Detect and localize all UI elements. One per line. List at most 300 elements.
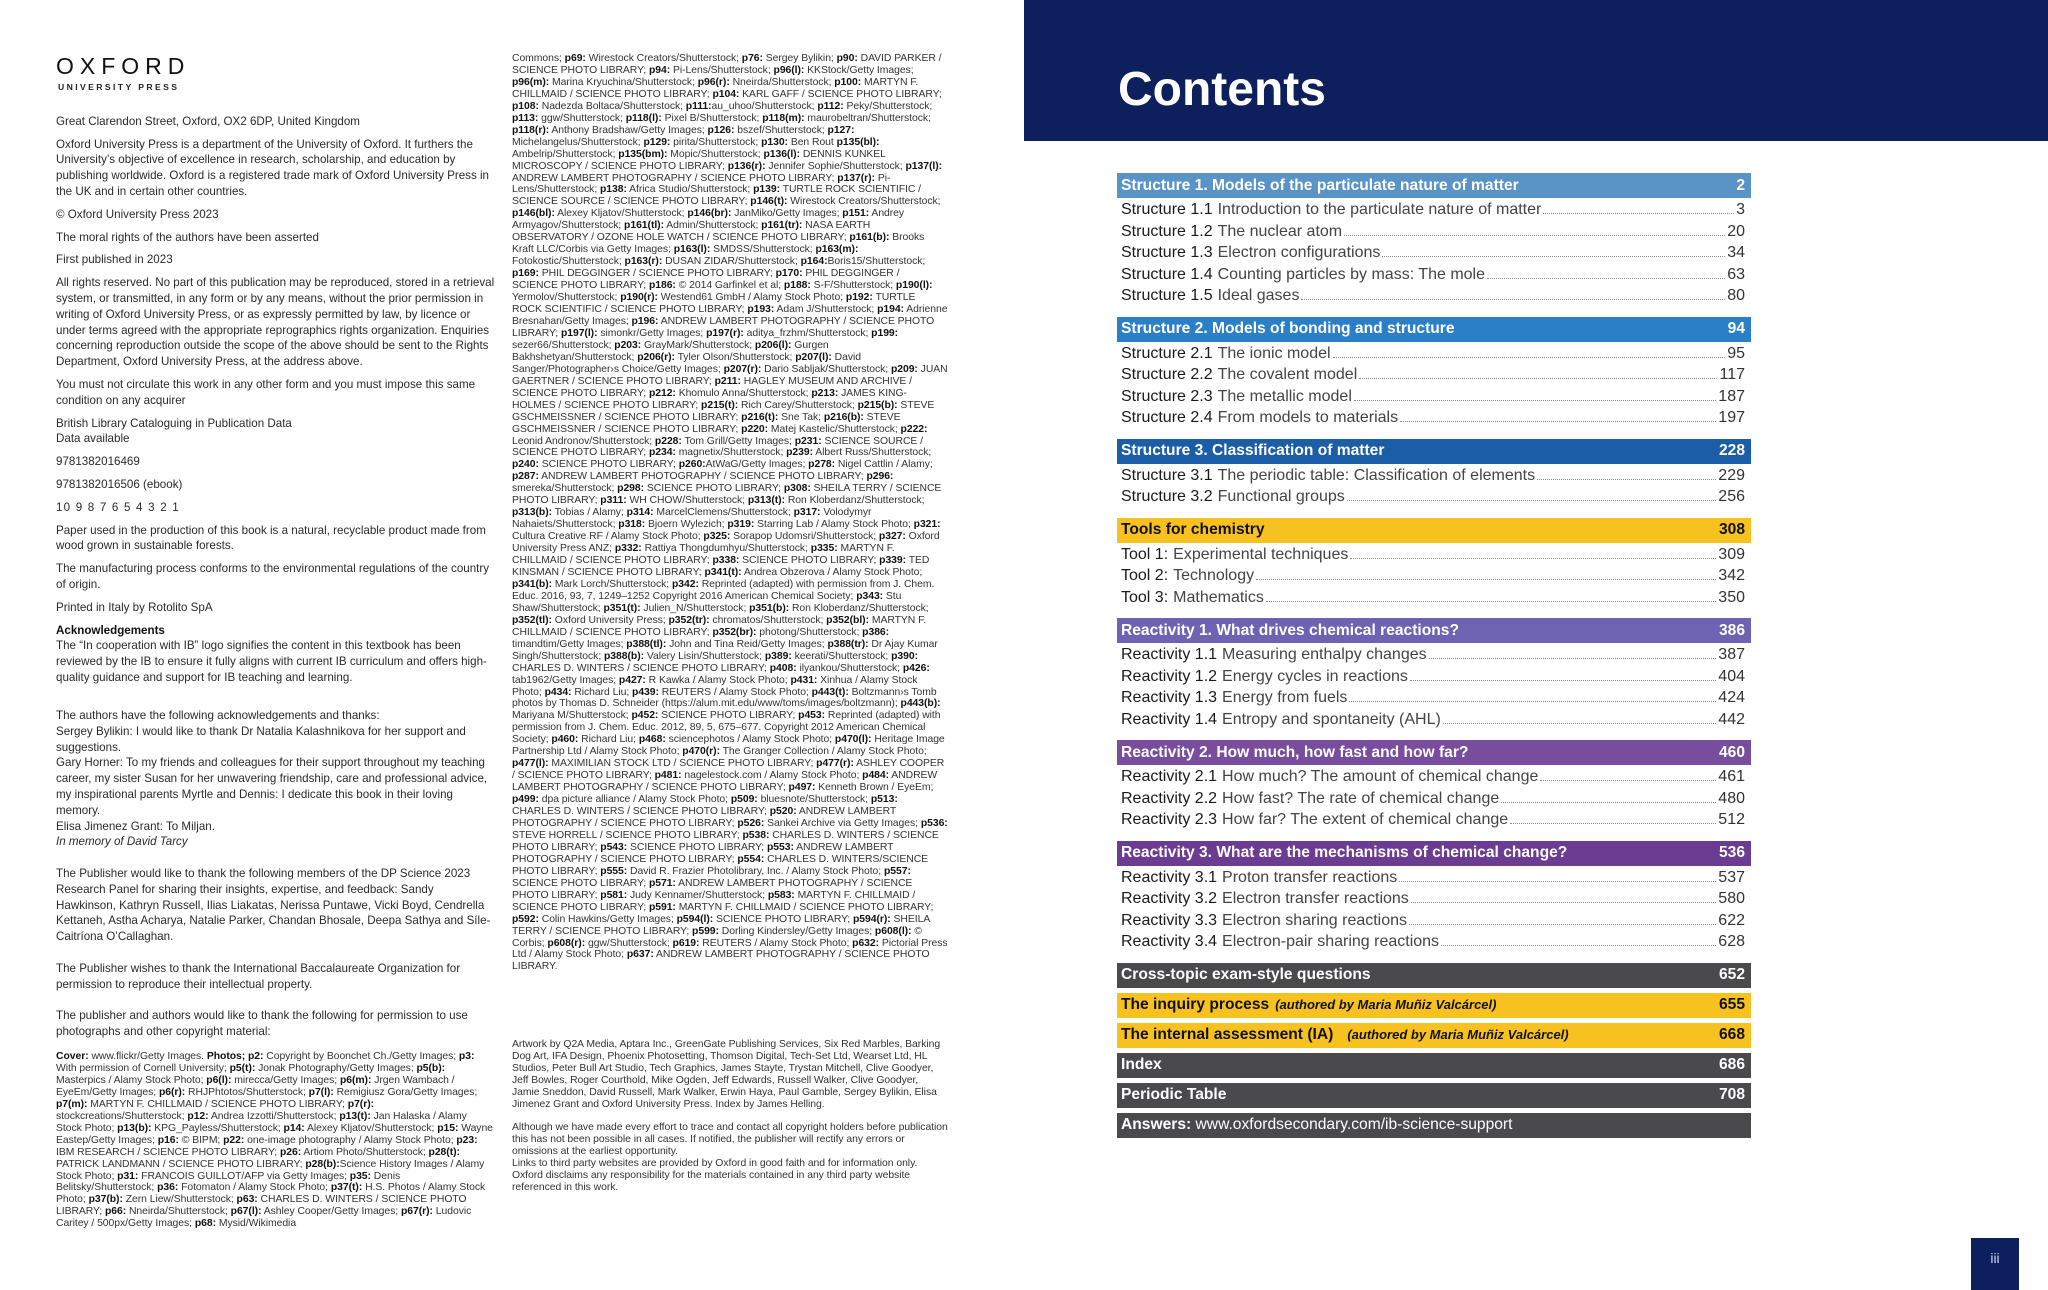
credit-page-label: p342: (671, 578, 699, 590)
credit-page-label: p67(l): (230, 1206, 262, 1218)
credit-page-label: p196: (631, 315, 659, 327)
credit-entry (784, 280, 896, 291)
credit-page-label: p526: (737, 818, 765, 829)
credit-entry (786, 447, 931, 458)
toc-back-matter[interactable] (1117, 1083, 1751, 1108)
toc-back-matter-title-wrap (1121, 1056, 1162, 1074)
credit-page-label: p90: (836, 53, 858, 64)
credit-entry (56, 1051, 207, 1062)
toc-entry-page: 350 (1718, 588, 1745, 606)
toc-entry-title: Technology (1173, 567, 1255, 584)
toc-entry[interactable] (1117, 201, 1751, 223)
credit-page-label: p197(l): (560, 327, 598, 339)
credit-source: Adrienne Bresnahan/Getty Images; (512, 304, 948, 327)
credit-source: Matej Kastelic/Shutterstock; (768, 423, 901, 435)
toc-entry-number: Reactivity 2.2 (1121, 789, 1218, 807)
credit-source: ANDREW LAMBERT PHOTOGRAPHY / SCIENCE PHOTO LIBRARY. (512, 949, 930, 973)
credit-page-label: p22: (223, 1134, 245, 1146)
credit-page-label: p209: (890, 363, 918, 375)
credit-source: MAXIMILIAN STOCK LTD / SCIENCE PHOTO LIBRARY; (548, 758, 817, 770)
toc-entry-page: 95 (1727, 344, 1745, 362)
toc-unit (1117, 618, 1751, 732)
credit-source: CHARLES D. WINTERS/SCIENCE PHOTO LIBRARY; (512, 853, 929, 877)
toc-entry-page: 229 (1718, 466, 1745, 484)
toc-back-matter[interactable] (1117, 1053, 1751, 1078)
author-thanks-intro: The authors have the following acknowledgements and thanks: (56, 709, 380, 722)
dot-leader (1301, 299, 1725, 300)
credit-source: ANDREW LAMBERT PHOTOGRAPHY / SCIENCE PHOTO LIBRARY; (538, 471, 867, 483)
credit-page-label: p207(l): (795, 351, 832, 363)
credit-page-label: p130: (761, 136, 788, 148)
credit-page-label: p215(b): (857, 399, 898, 411)
toc-unit (1117, 518, 1751, 611)
credit-page-label: p594(r): (852, 913, 891, 925)
dot-leader (1333, 357, 1726, 358)
photo-credits-middle (512, 53, 948, 973)
credit-entry (618, 149, 763, 160)
toc-entry[interactable] (1117, 869, 1751, 891)
credit-entry (89, 1194, 237, 1205)
toc-entry[interactable] (1117, 711, 1751, 733)
credit-source: Admin/Shutterstock; (664, 220, 762, 232)
credit-entry (668, 615, 826, 626)
credit-page-label: p113: (512, 112, 539, 124)
credit-source: CHARLES D. WINTERS / SCIENCE PHOTO LIBRARY; (56, 1194, 467, 1218)
credit-source: With permission of Cornell University; (56, 1062, 230, 1074)
credit-page-label: p111: (685, 100, 712, 112)
credit-page-label: p317: (793, 507, 821, 519)
credit-entry (637, 352, 795, 363)
toc-entry-page: 187 (1718, 387, 1745, 405)
credit-entry (512, 459, 679, 470)
credit-entry (512, 794, 731, 805)
credit-entry (649, 447, 786, 458)
toc-entry[interactable] (1117, 890, 1751, 912)
toc-unit-heading[interactable] (1117, 740, 1751, 765)
credit-source: FRANCOIS GUILLOT/AFP via Getty Images; (138, 1170, 350, 1182)
toc-entry-title: Introduction to the particulate nature of matter (1217, 201, 1542, 218)
credit-source: DAVID PARKER / SCIENCE PHOTO LIBRARY; (512, 53, 942, 76)
dot-leader (1487, 278, 1725, 279)
credit-entry (626, 639, 827, 650)
toc-back-matter-title: Index (1121, 1056, 1162, 1073)
credit-source: ANDREW LAMBERT PHOTOGRAPHY / SCIENCE PHOTO LIBRARY; (512, 806, 896, 829)
credit-page-label: p298: (617, 483, 645, 495)
credit-source: Stu Shaw/Shutterstock; (512, 590, 902, 614)
toc-entry-page: 20 (1727, 222, 1745, 240)
credit-source: STEVE GSCHMEISSNER / SCIENCE PHOTO LIBRARY; (512, 411, 901, 435)
toc-entry-title: The nuclear atom (1217, 222, 1343, 240)
toc-entry-title: Experimental techniques (1173, 545, 1349, 563)
toc-entry[interactable] (1117, 567, 1751, 589)
toc-entry-number: Tool 1: (1121, 545, 1169, 563)
credit-source: WH CHOW/Shutterstock; (626, 495, 748, 507)
credit-page-label: p427: (618, 674, 646, 686)
dot-leader (1266, 601, 1716, 602)
toc-back-matter-page: 652 (1718, 966, 1745, 983)
toc-entry[interactable] (1117, 546, 1751, 568)
dot-leader (1411, 902, 1717, 903)
credit-entry (512, 615, 668, 626)
credit-page-label: p343: (856, 590, 884, 602)
credit-source: Mariyana M/Shutterstock; (512, 710, 632, 722)
credit-page-label: p352(bl): (826, 614, 870, 626)
credit-entry (614, 340, 755, 351)
toc-back-matter[interactable] (1117, 1023, 1751, 1048)
credit-entry (808, 459, 933, 470)
toc-unit-page: 94 (1727, 320, 1745, 337)
first-published: First published in 2023 (56, 253, 173, 267)
credit-source: Dr Ajay Kumar Singh/Shutterstock; (512, 638, 938, 662)
credit-source: SCIENCE PHOTO LIBRARY; (512, 877, 649, 889)
credit-entry (206, 1075, 340, 1086)
credit-source: SCIENCE PHOTO LIBRARY; (538, 459, 679, 471)
toc-unit (1117, 439, 1751, 510)
credit-source: Julien_N/Shutterstock; (640, 602, 750, 614)
credit-page-label: p127: (827, 124, 855, 136)
toc-entry-number: Structure 3.1 (1121, 466, 1213, 484)
credit-page-label: p28(t): (428, 1146, 460, 1158)
credit-source: Sorapop Udomsri/Shutterstock; (730, 531, 879, 543)
credit-page-label: p96(l): (773, 64, 805, 76)
credit-entry (673, 938, 853, 949)
page-number: iii (1971, 1238, 2019, 1290)
credit-page-label: p216(b): (823, 411, 864, 423)
toc-entry[interactable] (1117, 811, 1751, 833)
credit-source: Sne Tak; (778, 411, 824, 423)
credit-source: Artiom Photo/Shutterstock; (301, 1146, 429, 1158)
credit-source: Judy Kennamer/Shutterstock; (627, 889, 768, 901)
credit-source: stockcreations/Shutterstock; (56, 1110, 188, 1122)
toc-entry[interactable] (1117, 912, 1751, 934)
answers-link[interactable] (1117, 1113, 1751, 1138)
toc-unit-heading[interactable] (1117, 841, 1751, 866)
acknowledgements-heading: Acknowledgements (56, 623, 165, 637)
credit-source: MARTYN F. CHILLMAID / SCIENCE PHOTO LIBRARY; (512, 614, 927, 638)
credit-page-label: p170: (775, 268, 803, 280)
credit-entry (284, 1123, 438, 1134)
credit-page-label: p216(t): (741, 411, 779, 423)
credit-page-label: p608(r): (547, 937, 586, 949)
credit-entry (230, 1063, 417, 1074)
credit-page-label: p452: (631, 710, 659, 722)
credit-source: sezer66/Shutterstock; (512, 339, 615, 351)
toc-back-matter-title: The inquiry process (1121, 996, 1270, 1013)
credit-entry (547, 938, 672, 949)
credit-page-label: p28(b): (305, 1158, 340, 1170)
credit-entry (309, 1087, 478, 1098)
page-title: Contents (1118, 63, 1326, 116)
credit-source: Tyler Olson/Shutterstock; (674, 351, 796, 363)
credit-source: Ron Kloberdanz/Shutterstock; (784, 495, 925, 507)
toc-unit-title: Reactivity 2. How much, how fast and how far? (1121, 743, 1469, 761)
toc-entry-page: 537 (1718, 868, 1745, 886)
toc-unit-heading[interactable] (1117, 317, 1751, 342)
credit-page-label: p161(tl): (624, 220, 665, 232)
toc-unit-items (1117, 342, 1751, 431)
credit-page-label: p332: (614, 543, 642, 555)
credit-source: Gurgen Bakhshetyan/Shutterstock; (512, 339, 829, 363)
credit-page-label: p211: (714, 375, 741, 387)
credit-source: Jonak Photography/Getty Images; (255, 1062, 417, 1074)
toc-entry-title: Electron transfer reactions (1222, 890, 1409, 907)
credit-page-label: p16: (157, 1134, 179, 1146)
answers-url: www.oxfordsecondary.com/ib-science-support (1195, 1116, 1513, 1133)
toc-unit (1117, 317, 1751, 431)
credit-page-label: p386: (862, 626, 890, 638)
credit-entry (512, 208, 687, 219)
credit-entry (631, 710, 798, 721)
credit-source: TED KINSMAN / SCIENCE PHOTO LIBRARY; (512, 555, 930, 578)
credit-page-label: p137(l): (905, 160, 943, 172)
credit-source: Remigiusz Gora/Getty Images; (333, 1086, 478, 1098)
toc-entry-number: Structure 3.2 (1121, 488, 1213, 505)
toc-entry[interactable] (1117, 287, 1751, 309)
credit-source: Khomulo Anna/Shutterstock; (675, 387, 812, 399)
toc-entry[interactable] (1117, 689, 1751, 711)
toc-unit-heading[interactable] (1117, 618, 1751, 643)
credit-page-label: p338: (712, 555, 740, 567)
credit-page-label: p104: (712, 88, 740, 100)
credit-source: HAGLEY MUSEUM AND ARCHIVE / SCIENCE PHOTO LIBRARY; (512, 375, 912, 399)
credit-source: Nneirda/Shutterstock; (729, 76, 835, 88)
toc-unit-heading[interactable] (1117, 518, 1751, 543)
credit-source: ggw/Shutterstock; (585, 937, 673, 949)
ib-cooperation-text: The “In cooperation with IB” logo signifies the content in this textbook has been reviewed by the IB to ensure it fully aligns with current IB curriculum and offers high-quality guidance and support for IB teaching and learning. (56, 639, 487, 684)
credit-source: Heritage Image Partnership Ltd / Alamy Stock Photo; (512, 734, 945, 758)
toc-entry-number: Reactivity 1.1 (1121, 646, 1218, 663)
toc-entry-page: 387 (1718, 646, 1745, 663)
credit-entry (512, 268, 776, 279)
credit-page-label: p14: (283, 1122, 305, 1134)
credit-page-label: p431: (790, 674, 818, 686)
credit-page-label: p222: (900, 423, 928, 435)
credit-source: nagelestock.com / Alamy Stock Photo; (681, 770, 863, 782)
toc-entry[interactable] (1117, 589, 1751, 611)
toc-entry-number: Reactivity 3.1 (1121, 868, 1218, 886)
answers-wrap (1121, 1116, 1512, 1134)
credit-source: MARTYN F. CHILLMAID / SCIENCE PHOTO LIBRARY; (512, 76, 919, 100)
credit-source: SCIENCE PHOTO LIBRARY; (739, 555, 880, 567)
credit-source: DUSAN ZIDAR/Shutterstock; (662, 256, 801, 268)
toc-entry-number: Reactivity 2.1 (1121, 768, 1218, 785)
credit-entry (600, 495, 748, 506)
toc-entry[interactable] (1117, 646, 1751, 668)
dot-leader (1349, 701, 1716, 702)
credit-page-label: p408: (769, 662, 797, 674)
toc-unit-heading[interactable] (1117, 439, 1751, 464)
credit-source: Sankei Archive via Getty Images; (764, 818, 921, 829)
credit-page-label: p164: (800, 256, 828, 268)
toc-entry-page: 480 (1718, 789, 1745, 807)
disclaimer-copyright: Although we have made every effort to trace and contact all copyright holders before publication this has not been possible in all cases. If notified, the publisher will rectify any errors or omissions at the earliest opportunity. (512, 1122, 948, 1157)
toc-unit-items (1117, 643, 1751, 732)
toc-entry-page: 628 (1718, 933, 1745, 950)
credit-page-label: p536: (920, 818, 948, 829)
credit-page-label: Photos; p2: (206, 1051, 264, 1062)
credit-page-label: p188: (783, 280, 811, 292)
toc-entry[interactable] (1117, 244, 1751, 266)
toc-entry-number: Reactivity 3.3 (1121, 911, 1218, 929)
toc-entry[interactable] (1117, 933, 1751, 955)
toc-back-matter-title-wrap (1121, 1026, 1569, 1044)
toc-entry[interactable] (1117, 409, 1751, 431)
credit-page-label: p390: (891, 650, 919, 662)
toc-entry-title: Electron-pair sharing reactions (1222, 933, 1440, 950)
credit-entry (731, 794, 871, 805)
toc-entry[interactable] (1117, 388, 1751, 410)
toc-back-matter-title: The internal assessment (IA) (1121, 1026, 1334, 1043)
toc-back-matter[interactable] (1117, 993, 1751, 1018)
credit-source: maurobeltran/Shutterstock; (804, 112, 931, 124)
credit-entry (195, 1218, 296, 1229)
answers-label: Answers: (1121, 1116, 1192, 1133)
credit-page-label: p470(r): (682, 746, 720, 758)
toc-entry-page: 424 (1718, 689, 1745, 706)
credit-page-label: p66: (104, 1206, 127, 1218)
toc-unit-items (1117, 198, 1751, 309)
credit-source: ANDREW LAMBERT PHOTOGRAPHY / SCIENCE PHOTO LIBRARY; (512, 877, 913, 901)
credit-page-label: p212: (648, 387, 676, 399)
credit-source: magnetix/Shutterstock; (675, 447, 787, 459)
credit-page-label: p352(tr): (668, 614, 710, 626)
credit-page-label: p234: (648, 447, 676, 459)
credit-page-label: p161(tr): (761, 220, 803, 232)
credit-page-label: p553: (766, 841, 794, 853)
credit-page-label: p118(l): (625, 112, 662, 124)
printer: Printed in Italy by Rotolito SpA (56, 600, 213, 614)
credit-source: SHEILA TERRY / SCIENCE PHOTO LIBRARY; (512, 483, 942, 507)
credit-entry (649, 280, 784, 291)
author-thanks-bylikin: Sergey Bylikin: I would like to thank Dr Natalia Kalashnikova for her support and suggestions. (56, 724, 466, 754)
toc-unit-page: 460 (1718, 743, 1745, 761)
credit-entry (117, 1171, 350, 1182)
credit-source: Andrea Izzotti/Shutterstock; (208, 1110, 340, 1122)
toc-entry-page: 3 (1736, 201, 1745, 218)
credit-page-label: p632: (852, 937, 880, 949)
credit-entry (159, 1087, 309, 1098)
toc-back-matter-page: 655 (1718, 996, 1745, 1013)
credit-source: DENNIS KUNKEL MICROSCOPY / SCIENCE PHOTO LIBRARY; (512, 148, 886, 172)
toc-unit-page: 228 (1718, 442, 1745, 459)
credit-page-label: Cover: (56, 1051, 89, 1062)
toc-entry[interactable] (1117, 366, 1751, 388)
credit-page-label: p468: (638, 734, 666, 746)
credit-entry (649, 902, 933, 913)
toc-unit (1117, 841, 1751, 955)
toc-entry[interactable] (1117, 768, 1751, 790)
author-note: (authored by Maria Muñiz Valcárcel) (1275, 997, 1497, 1012)
credit-source: ANDREW LAMBERT PHOTOGRAPHY / SCIENCE PHOTO LIBRARY; (512, 315, 935, 339)
credit-entry (712, 89, 941, 100)
credit-page-label: p5(b): (416, 1062, 446, 1074)
credit-page-label: p278: (808, 459, 836, 471)
credit-entry (677, 914, 853, 925)
credit-source: SCIENCE PHOTO LIBRARY; (627, 841, 767, 853)
credit-page-label: p37(b): (88, 1194, 123, 1206)
credit-source: Mysid/Wikimedia (216, 1218, 297, 1230)
toc-entry[interactable] (1117, 790, 1751, 812)
credit-entry (207, 1051, 459, 1062)
credit-entry (741, 424, 900, 435)
credit-entry (748, 495, 925, 506)
toc-unit-page: 536 (1718, 844, 1745, 861)
disclaimer-links: Links to third party websites are provided by Oxford in good faith and for information only. Oxford disclaims any responsibility for the materials contained in any third party website referenced in this work. (512, 1157, 918, 1193)
toc-entry[interactable] (1117, 488, 1751, 510)
credit-page-label: p453: (798, 710, 826, 722)
credit-source: Ron Kloberdanz/Shutterstock; (789, 602, 929, 614)
credit-entry (789, 782, 934, 793)
credit-source: Wirestock Creators/Shutterstock; (787, 196, 941, 208)
credit-entry (639, 734, 835, 745)
credit-source: Fotokostic/Shutterstock; (512, 256, 625, 268)
credit-page-label: p352(br): (712, 626, 757, 638)
credit-source: one-image photography / Alamy Stock Photo; (244, 1134, 457, 1146)
credit-source: STEVE HORRELL / SCIENCE PHOTO LIBRARY; (512, 829, 743, 841)
credit-page-label: p555: (600, 865, 628, 877)
credit-source: Nneirda/Shutterstock; (126, 1206, 231, 1218)
credit-entry (774, 65, 914, 76)
credit-source: CHARLES D. WINTERS / SCIENCE PHOTO LIBRARY; (512, 806, 770, 818)
credit-source: MARTYN F. CHILLMAID / SCIENCE PHOTO LIBRARY; (512, 543, 895, 567)
toc-unit-heading[interactable] (1117, 173, 1751, 198)
toc-entry-number: Structure 1.3 (1121, 244, 1213, 261)
credit-source: timandtim/Getty Images; (512, 638, 627, 650)
credit-entry (632, 687, 812, 698)
credit-page-label: p190(r): (620, 292, 658, 304)
credit-page-label: p388(tl): (626, 638, 667, 650)
toc-entry-page: 256 (1718, 488, 1745, 505)
dot-leader (1359, 378, 1717, 379)
credit-page-label: p161(b): (849, 232, 890, 244)
toc-entry[interactable] (1117, 345, 1751, 367)
credit-entry (701, 400, 858, 411)
toc-unit-title: Reactivity 3. What are the mechanisms of chemical change? (1121, 844, 1568, 861)
credit-entry (600, 890, 768, 901)
credit-page-label: p193: (747, 304, 775, 316)
credit-page-label: p199: (871, 327, 899, 339)
credit-page-label: p443(b): (900, 698, 941, 710)
credit-entry (512, 579, 672, 590)
credit-page-label: p36: (157, 1182, 179, 1194)
toc-entry[interactable] (1117, 223, 1751, 245)
credit-source: Adam J/Shutterstock; (774, 304, 878, 316)
credit-page-label: p583: (767, 889, 795, 901)
toc-entry-number: Structure 2.4 (1121, 409, 1213, 426)
toc-back-matter[interactable] (1117, 963, 1751, 988)
credit-page-label: p313(t): (747, 495, 785, 507)
toc-entry-page: 580 (1718, 890, 1745, 907)
credit-source: GrayMark/Shutterstock; (641, 339, 755, 351)
credit-page-label: p520: (769, 806, 797, 818)
credit-source: Tom Grill/Getty Images; (681, 435, 795, 447)
toc-entry[interactable] (1117, 266, 1751, 288)
credit-source: aditya_frzhm/Shutterstock; (743, 327, 872, 339)
dot-leader (1543, 213, 1734, 214)
credit-page-label: p203: (614, 339, 642, 351)
credit-source: Bjoern Wylezich; (645, 519, 728, 531)
credit-page-label: p13(t): (339, 1110, 371, 1122)
credit-source: Wayne Eastep/Getty Images; (56, 1122, 493, 1146)
manufacturing-notice: The manufacturing process conforms to the environmental regulations of the country of origin. (56, 562, 490, 591)
credit-page-label: p13(b): (117, 1122, 152, 1134)
credit-page-label: p12: (187, 1110, 209, 1122)
credit-source: SCIENCE SOURCE / SCIENCE PHOTO LIBRARY; (512, 435, 923, 459)
credit-source: Colin Hawkins/Getty Images; (538, 913, 677, 925)
credit-source: Rich Carey/Shutterstock; (738, 399, 858, 411)
toc-entry[interactable] (1117, 668, 1751, 690)
toc-entry[interactable] (1117, 467, 1751, 489)
